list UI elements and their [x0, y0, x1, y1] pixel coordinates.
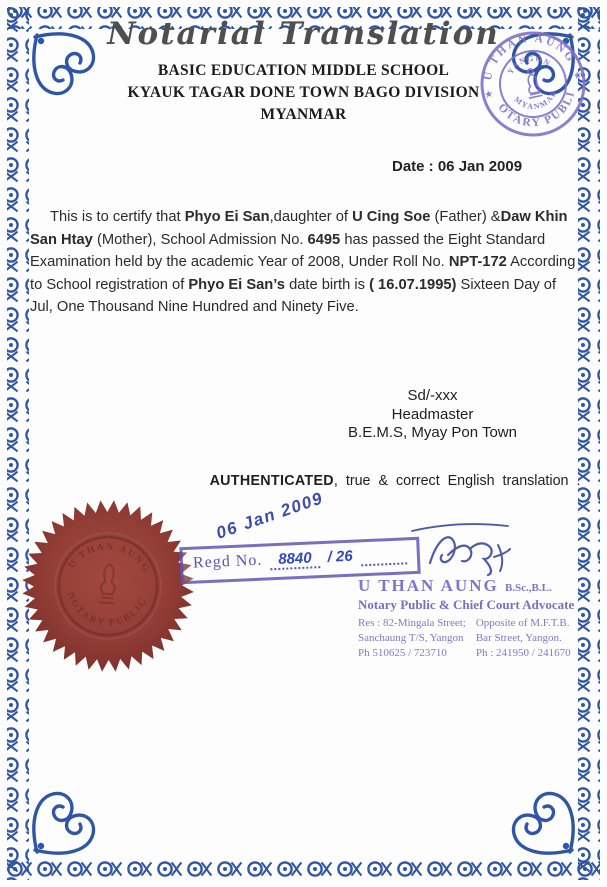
corner-ornament-bl — [34, 793, 94, 853]
org-line: B.E.M.S, Myay Pon Town — [348, 424, 517, 441]
school-name: BASIC EDUCATION MIDDLE SCHOOL — [157, 62, 450, 79]
text-segment: NPT-172 — [448, 254, 507, 271]
handwritten-date: 06 Jan 2009 — [213, 488, 326, 543]
text-segment: date birth is — [284, 276, 370, 293]
notary-degrees: B.Sc.,B.L. — [504, 582, 552, 594]
notary-address-right — [476, 616, 571, 661]
text-segment: (Mother), School Admission No. — [92, 231, 308, 248]
text-segment: has passed the Eight Standard Examination held by the academic Year of 2008, Under Roll No. — [30, 231, 546, 271]
star-icon: ★ — [572, 69, 584, 83]
text-segment: AUTHENTICATED — [209, 473, 334, 489]
regd-label: Regd No. — [192, 551, 263, 572]
notary-contact-block — [358, 576, 604, 661]
sd-line: Sd/-xxx — [407, 387, 458, 404]
address-res: Res : 82-Mingala Street; — [358, 617, 466, 629]
certificate-body-text — [30, 206, 582, 319]
text-segment: Phyo Ei San’s — [188, 276, 285, 293]
red-wax-seal — [20, 498, 196, 674]
text-segment: , true & correct English translation . — [333, 473, 581, 489]
authentication-line — [200, 473, 590, 489]
text-segment: Sixteen Day of Jul, One Thousand Nine Hundred and Ninety Five. — [30, 276, 557, 316]
regd-suffix-handwritten: / 26 — [327, 547, 353, 566]
stamp-inner-bottom-text: MYANMAR — [512, 88, 559, 112]
text-segment: This is to certify that — [50, 209, 185, 225]
corner-ornament-br — [513, 793, 573, 853]
regd-dotted-line — [360, 545, 407, 566]
text-segment: According to School registration of — [30, 254, 576, 293]
school-town: KYAUK TAGAR DONE TOWN BAGO DIVISION — [127, 84, 480, 101]
text-segment: Phyo Ei San — [184, 209, 270, 225]
headmaster-signature-block — [325, 387, 540, 443]
text-segment: 6495 — [307, 231, 341, 248]
border-left — [7, 7, 29, 880]
role-line: Headmaster — [391, 405, 474, 423]
notary-signature — [402, 515, 532, 579]
text-segment: ,daughter of — [269, 209, 353, 225]
stamp-arc-bottom-text: NOTARY PUBLIC — [495, 74, 578, 130]
star-icon: ★ — [483, 88, 495, 102]
seal-arc-bottom-text: NOTARY PUBLIC — [65, 591, 150, 629]
notary-address-left — [358, 616, 466, 661]
school-country: MYANMAR — [260, 106, 347, 123]
chinthe-emblem-icon — [523, 67, 543, 98]
phone-left: Ph 510625 / 723710 — [358, 647, 447, 659]
phone-right: Ph : 241950 / 241670 — [475, 647, 571, 659]
text-segment: U Cing Soe — [352, 209, 431, 225]
address-opposite: Opposite of M.F.T.B. — [475, 617, 570, 629]
stamp-inner-top-text: YANGON — [505, 53, 553, 76]
border-bottom — [7, 858, 600, 880]
stamp-arc-top-text: U THAN AUNG — [481, 32, 578, 82]
page-title: Notarial Translation — [107, 16, 500, 52]
text-segment: ( 16.07.1995) — [369, 276, 457, 293]
text-segment: (Father) & — [430, 209, 501, 225]
text-segment: Daw Khin San Htay — [30, 209, 568, 248]
notary-name — [358, 576, 604, 596]
seal-arc-top-text: U THAN AUNG — [67, 542, 152, 576]
notary-title: Notary Public & Chief Court Advocate — [358, 597, 575, 612]
notary-round-stamp — [471, 22, 595, 146]
address-township: Sanchaung T/S, Yangon — [358, 632, 464, 644]
regd-number-handwritten: 8840 — [270, 549, 320, 570]
date-line: Date : 06 Jan 2009 — [392, 158, 523, 175]
notary-name-text: U THAN AUNG — [358, 576, 499, 595]
address-street: Bar Street, Yangon. — [475, 632, 562, 644]
